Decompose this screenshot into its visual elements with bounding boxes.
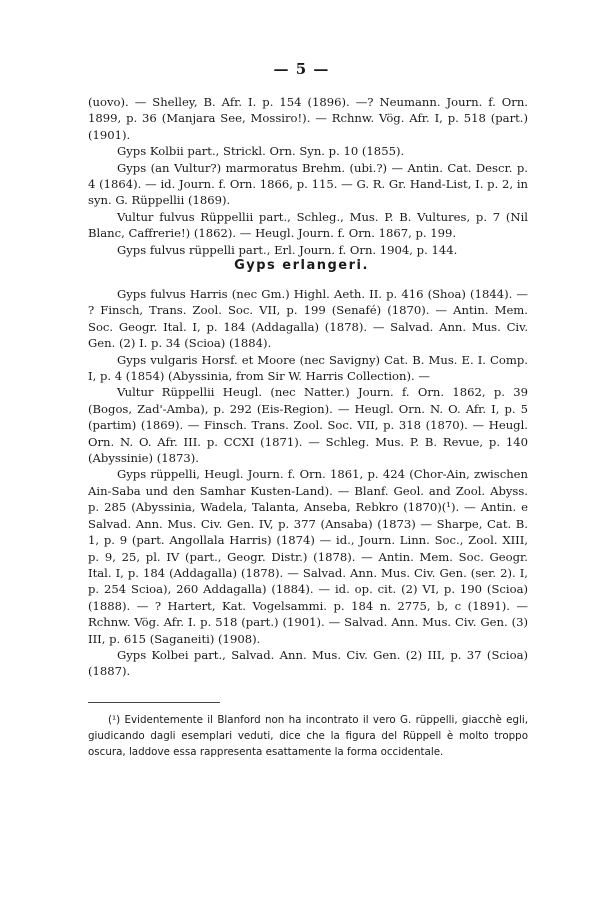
synonym-entry: Gyps vulgaris Horsf. et Moore (nec Savigny) Cat. B. Mus. E. I. Comp. I, p. 4 (1854) (Abyssinia, from Sir W. Harris Collection). —	[88, 352, 528, 384]
synonym-entry: Gyps fulvus rüppelli part., Erl. Journ. f. Orn. 1904, p. 144.	[117, 242, 458, 257]
synonym-entry: Gyps Kolbii part., Strickl. Orn. Syn. p. 10 (1855).	[117, 144, 405, 159]
footnote-text: (¹) Evidentemente il Blanford non ha incontrato il vero G. rüppelli, giacchè egli, giudicando dagli esemplari veduti, dice che la figura del Rüppell è molto troppo oscura, laddove essa rappresenta esattamente la forma occidentale.	[88, 714, 528, 758]
synonym-entry: Vultur Rüppellii Heugl. (nec Natter.) Journ. f. Orn. 1862, p. 39 (Bogos, Zad'-Amba), p. 292 (Eis-Region). — Heugl. Orn. N. O. Afr. I, p. 5 (partim) (1869). — Finsch. Trans. Zool. Soc. VII, p. 318 (1870). — Heugl. Orn. N. O. Afr. III. p. CCXI (1871). — Schleg. Mus. P. B. Revue, p. 140 (Abyssinie) (1873).	[88, 385, 528, 466]
synonym-entry: Gyps (an Vultur?) marmoratus Brehm. (ubi.?) — Antin. Cat. Descr. p. 4 (1864). — id. Journ. f. Orn. 1866, p. 115. — G. R. Gr. Hand-List, I. p. 2, in syn. G. Rüppellii (1869).	[88, 160, 528, 208]
synonym-entry: Gyps fulvus Harris (nec Gm.) Highl. Aeth. II. p. 416 (Shoa) (1844). — ? Finsch, Trans. Zool. Soc. VII, p. 199 (Senafé) (1870). — Antin. Mem. Soc. Geogr. Ital. I, p. 184 (Addagalla) (1878). — Salvad. Ann. Mus. Civ. Gen. (2) I. p. 34 (Scioa) (1884).	[88, 287, 528, 351]
page-number: — 5 —	[273, 60, 330, 78]
synonym-entry: Vultur fulvus Rüppellii part., Schleg., Mus. P. B. Vultures, p. 7 (Nil Blanc, Caffrerie!) (1862). — Heugl. Journ. f. Orn. 1867, p. 199.	[88, 209, 528, 241]
synonymy-block-erlangeri	[88, 286, 528, 680]
species-heading: Gyps erlangeri.	[234, 258, 369, 273]
synonymy-block-top	[88, 94, 528, 258]
footnote	[88, 712, 528, 760]
synonym-entry: Gyps rüppelli, Heugl. Journ. f. Orn. 1861, p. 424 (Chor-Ain, zwischen Ain-Saba und den Samhar Kusten-Land). — Blanf. Geol. and Zool. Abyss. p. 285 (Abyssinia, Wadela, Talanta, Anseba, Rebkro (1870)(¹). — Antin. e Salvad. Ann. Mus. Civ. Gen. IV, p. 377 (Ansaba) (1873) — Sharpe, Cat. B. 1, p. 9 (part. Angollala Harris) (1874) — id., Journ. Linn. Soc., Zool. XIII, p. 9, 25, pl. IV (part., Geogr. Distr.) (1878). — Antin. Mem. Soc. Geogr. Ital. I, p. 184 (Addagalla) (1878). — Salvad. Ann. Mus. Civ. Gen. (ser. 2). I, p. 254 Scioa), 260 Addagalla) (1884). — id. op. cit. (2) VI, p. 190 (Scioa) (1888). — ? Hartert, Kat. Vogelsammi. p. 184 n. 2775, b, c (1891). — Rchnw. Vög. Afr. I. p. 518 (part.) (1901). — Salvad. Ann. Mus. Civ. Gen. (3) III, p. 615 (Saganeiti) (1908).	[88, 467, 528, 646]
synonym-entry: Gyps Kolbei part., Salvad. Ann. Mus. Civ. Gen. (2) III, p. 37 (Scioa) (1887).	[88, 647, 528, 679]
synonym-entry: (uovo). — Shelley, B. Afr. I. p. 154 (1896). —? Neumann. Journ. f. Orn. 1899, p. 36 (Manjara See, Mossiro!). — Rchnw. Vög. Afr. I, p. 518 (part.) (1901).	[88, 95, 528, 142]
footnote-divider	[88, 702, 220, 703]
